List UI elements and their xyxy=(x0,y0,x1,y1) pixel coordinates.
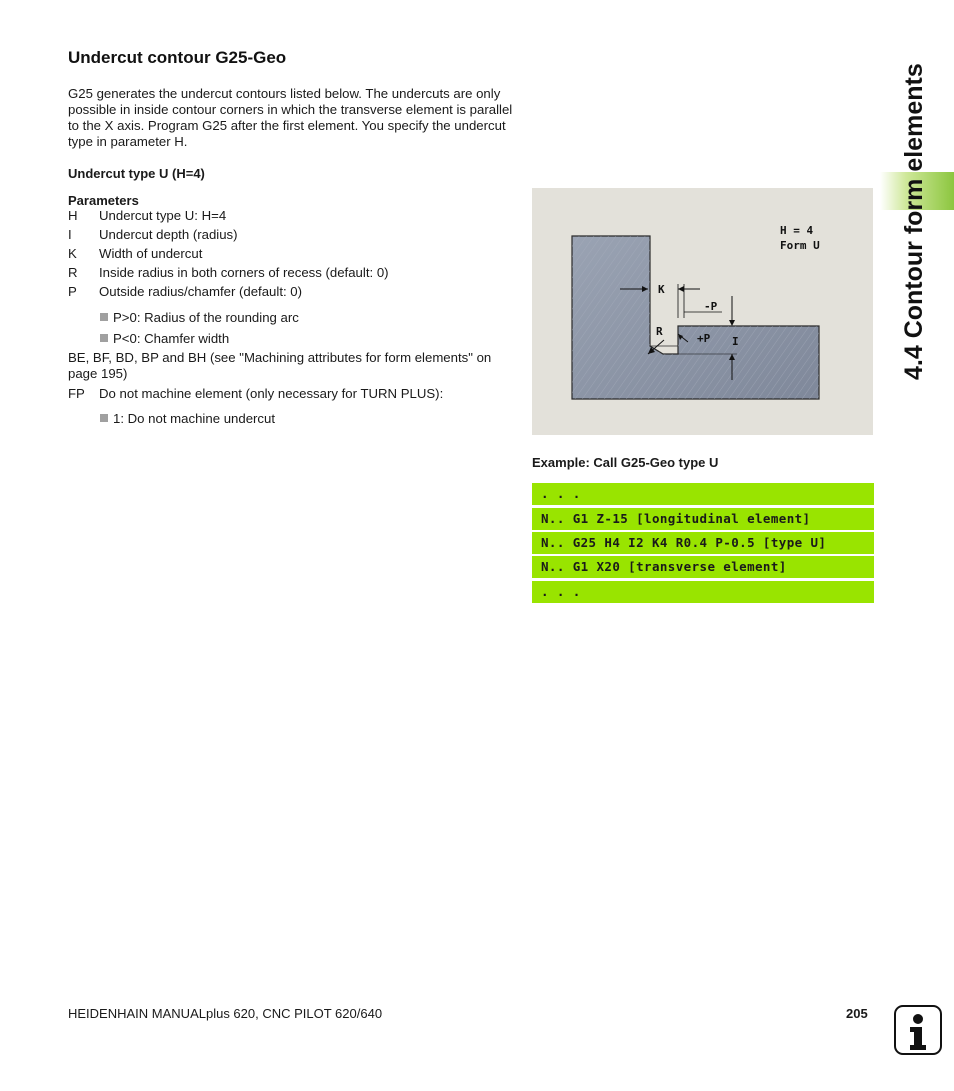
code-line: N.. G1 X20 [transverse element] xyxy=(532,556,874,578)
bullet-item xyxy=(100,310,299,325)
bullet-item xyxy=(100,411,275,426)
figure-label-minus-p: -P xyxy=(704,300,718,313)
parameter-text: Undercut type U: H=4 xyxy=(99,208,227,223)
figure-label-plus-p: +P xyxy=(697,332,711,345)
bullet-text: P<0: Chamfer width xyxy=(113,331,230,346)
figure-label-form: Form U xyxy=(780,239,820,252)
parameter-key: I xyxy=(68,227,72,242)
undercut-figure xyxy=(532,188,873,435)
parameter-key: K xyxy=(68,246,77,261)
figure-label-i: I xyxy=(732,335,739,348)
parameter-text: Undercut depth (radius) xyxy=(99,227,238,242)
example-caption: Example: Call G25-Geo type U xyxy=(532,455,719,470)
bullet-text: 1: Do not machine undercut xyxy=(113,411,276,426)
parameter-text: Inside radius in both corners of recess (default: 0) xyxy=(99,265,389,280)
intro-paragraph: G25 generates the undercut contours listed below. The undercuts are only possible in inside contour corners in which the transverse element is parallel to the X axis. Program G25 after the first element. You specify the undercut type in parameter H. xyxy=(68,86,513,149)
footer-text: HEIDENHAIN MANUALplus 620, CNC PILOT 620/640 xyxy=(68,1006,383,1021)
chapter-side-title-text: 4.4 Contour form elements xyxy=(900,63,928,380)
parameter-key: R xyxy=(68,265,78,280)
code-line: N.. G1 Z-15 [longitudinal element] xyxy=(532,508,874,530)
square-bullet-icon xyxy=(100,414,108,422)
parameter-text: Width of undercut xyxy=(99,246,203,261)
bullet-item xyxy=(100,331,229,346)
parameter-key: P xyxy=(68,284,77,299)
square-bullet-icon xyxy=(100,334,108,342)
parameter-text: Outside radius/chamfer (default: 0) xyxy=(99,284,303,299)
undercut-diagram xyxy=(532,188,873,435)
figure-label-r: R xyxy=(656,325,663,338)
subheading: Undercut type U (H=4) xyxy=(68,166,205,181)
code-line: . . . xyxy=(532,581,874,603)
page-number: 205 xyxy=(846,1006,868,1021)
attributes-note: BE, BF, BD, BP and BH (see "Machining attributes for form elements" on page 195) xyxy=(68,350,492,381)
code-line: . . . xyxy=(532,483,874,505)
page-title: Undercut contour G25-Geo xyxy=(68,48,287,67)
info-icon xyxy=(894,1005,942,1055)
parameter-key: H xyxy=(68,208,78,223)
code-line: N.. G25 H4 I2 K4 R0.4 P-0.5 [type U] xyxy=(532,532,874,554)
parameter-key: FP xyxy=(68,386,85,401)
figure-label-h: H = 4 xyxy=(780,224,814,237)
figure-label-k: K xyxy=(658,283,665,296)
parameter-text: Do not machine element (only necessary for TURN PLUS): xyxy=(99,386,444,401)
bullet-text: P>0: Radius of the rounding arc xyxy=(113,310,299,325)
square-bullet-icon xyxy=(100,313,108,321)
parameters-heading: Parameters xyxy=(68,193,139,208)
